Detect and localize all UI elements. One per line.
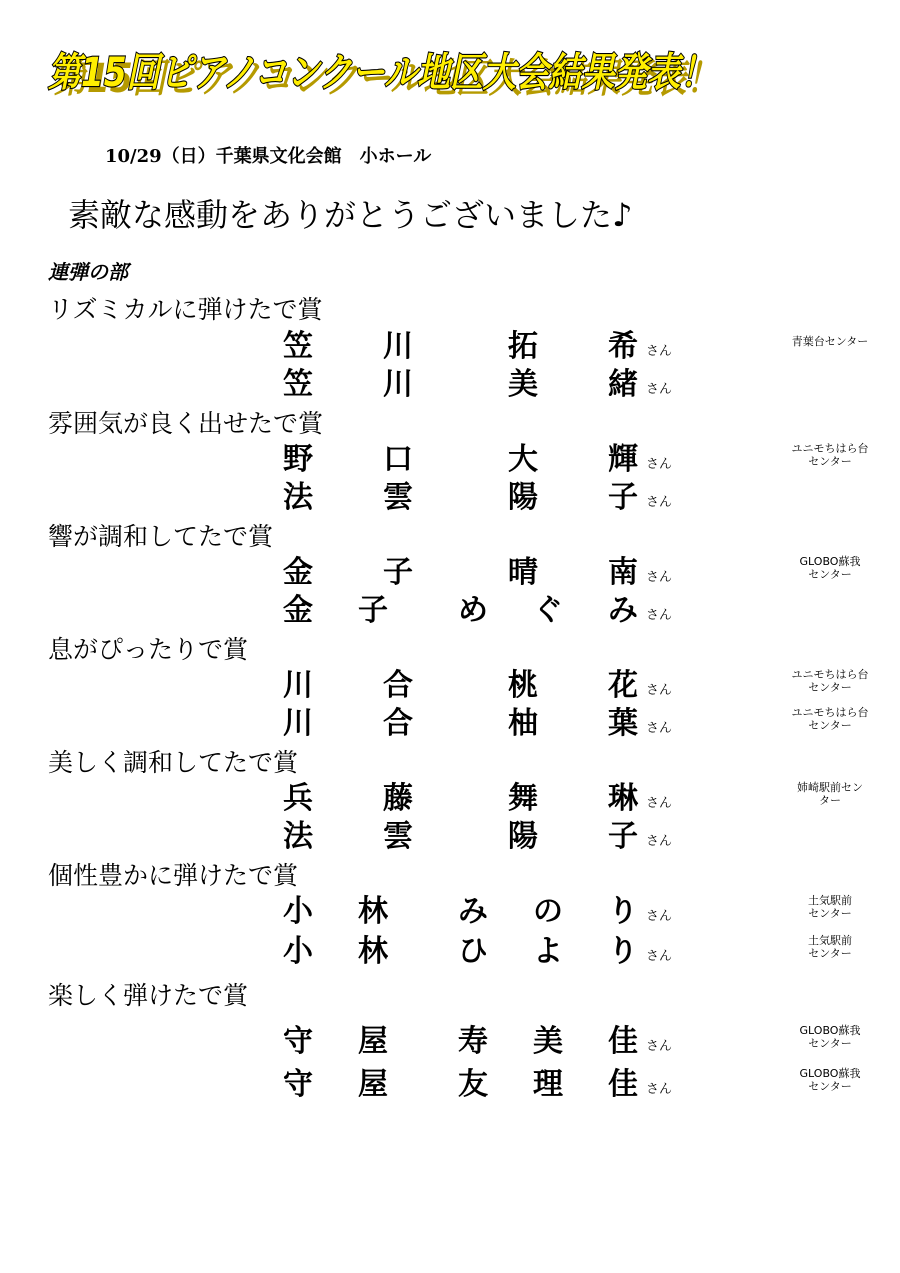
name-char: 美: [508, 367, 538, 402]
name-char: 佳: [608, 1024, 638, 1059]
lesson-center: ユニモちはら台 センター: [791, 706, 869, 732]
honorific-san: さん: [646, 909, 673, 924]
participant-name: [283, 1020, 638, 1059]
award-title: 雰囲気が良く出せたで賞: [48, 409, 324, 438]
name-char: 子: [608, 819, 638, 854]
honorific-san: さん: [646, 495, 673, 510]
name-char: 輝: [608, 442, 638, 477]
name-char: 大: [508, 442, 538, 477]
name-char: り: [608, 934, 638, 969]
name-char: 琳: [608, 781, 638, 816]
name-char: 川: [383, 329, 413, 364]
name-char: 子: [383, 555, 413, 590]
name-char: 川: [383, 367, 413, 402]
name-char: 守: [283, 1067, 313, 1102]
honorific-san: さん: [646, 949, 673, 964]
name-char: 佳: [608, 1067, 638, 1102]
given-name: [458, 886, 638, 930]
name-char: 雲: [383, 480, 413, 515]
family-name: [283, 886, 388, 930]
participant-name: [283, 438, 638, 477]
name-char: 葉: [608, 706, 638, 741]
participant-name: [283, 890, 638, 929]
family-name: [283, 698, 413, 742]
name-char: み: [608, 593, 638, 628]
lesson-center: ユニモちはら台 センター: [791, 668, 869, 694]
name-char: 笠: [283, 367, 313, 402]
name-char: 口: [383, 442, 413, 477]
participant-name: [283, 476, 638, 515]
participant-name: [283, 777, 638, 816]
name-char: 川: [283, 668, 313, 703]
participant-name: [283, 551, 638, 590]
honorific-san: さん: [646, 382, 673, 397]
name-char: 希: [608, 329, 638, 364]
banner-title-text: 第15回ピアノコンクール地区大会結果発表！: [48, 50, 713, 96]
name-char: 陽: [508, 819, 538, 854]
name-char: 花: [608, 668, 638, 703]
given-name: [458, 1016, 638, 1060]
participant-name: [283, 589, 638, 628]
award-title: 個性豊かに弾けたで賞: [48, 861, 299, 890]
name-char: め: [458, 593, 488, 628]
honorific-san: さん: [646, 608, 673, 623]
event-date-venue: 10/29（日）千葉県文化会館 小ホール: [105, 146, 432, 167]
honorific-san: さん: [646, 1039, 673, 1054]
name-char: 寿: [458, 1024, 488, 1059]
name-char: の: [533, 894, 563, 929]
participant-name: [283, 363, 638, 402]
family-name: [283, 1016, 388, 1060]
award-title: 美しく調和してたで賞: [48, 748, 299, 777]
name-char: 美: [533, 1024, 563, 1059]
name-char: 法: [283, 819, 313, 854]
name-char: ひ: [458, 934, 488, 969]
honorific-san: さん: [646, 1082, 673, 1097]
name-char: 川: [283, 706, 313, 741]
lesson-center: GLOBO蘇我 センター: [799, 555, 861, 581]
name-char: 拓: [508, 329, 538, 364]
thanks-message: 素敵な感動をありがとうございました♪: [68, 196, 633, 234]
given-name: [508, 698, 638, 742]
name-char: 舞: [508, 781, 538, 816]
name-char: 合: [383, 706, 413, 741]
name-char: 雲: [383, 819, 413, 854]
lesson-center: GLOBO蘇我 センター: [799, 1067, 861, 1093]
lesson-center: GLOBO蘇我 センター: [799, 1024, 861, 1050]
given-name: [508, 359, 638, 403]
given-name: [458, 926, 638, 970]
participant-name: [283, 930, 638, 969]
name-char: 笠: [283, 329, 313, 364]
award-title: 楽しく弾けたで賞: [48, 981, 249, 1010]
name-char: 緒: [608, 367, 638, 402]
name-char: 守: [283, 1024, 313, 1059]
participant-name: [283, 815, 638, 854]
name-char: 合: [383, 668, 413, 703]
participant-name: [283, 1063, 638, 1102]
name-char: 小: [283, 934, 313, 969]
name-char: 林: [358, 894, 388, 929]
name-char: り: [608, 894, 638, 929]
name-char: み: [458, 894, 488, 929]
name-char: 子: [358, 593, 388, 628]
name-char: 野: [283, 442, 313, 477]
family-name: [283, 472, 413, 516]
award-title: 息がぴったりで賞: [48, 635, 249, 664]
name-char: 屋: [358, 1024, 388, 1059]
participant-name: [283, 664, 638, 703]
family-name: [283, 811, 413, 855]
honorific-san: さん: [646, 457, 673, 472]
honorific-san: さん: [646, 721, 673, 736]
family-name: [283, 359, 413, 403]
lesson-center: 姉崎駅前セン ター: [797, 781, 863, 807]
honorific-san: さん: [646, 796, 673, 811]
lesson-center: ユニモちはら台 センター: [791, 442, 869, 468]
honorific-san: さん: [646, 570, 673, 585]
name-char: 小: [283, 894, 313, 929]
section-title: 連弾の部: [48, 260, 128, 284]
name-char: 金: [283, 555, 313, 590]
name-char: 子: [608, 480, 638, 515]
name-char: 桃: [508, 668, 538, 703]
name-char: 金: [283, 593, 313, 628]
name-char: 友: [458, 1067, 488, 1102]
honorific-san: さん: [646, 834, 673, 849]
title-banner: [40, 28, 740, 108]
name-char: 理: [533, 1067, 563, 1102]
name-char: 晴: [508, 555, 538, 590]
name-char: 陽: [508, 480, 538, 515]
title-banner-graphic: [40, 28, 740, 108]
name-char: 柚: [508, 706, 538, 741]
lesson-center: 青葉台センター: [791, 335, 869, 348]
name-char: よ: [533, 934, 563, 969]
given-name: [508, 811, 638, 855]
lesson-center: 土気駅前 センター: [808, 894, 852, 920]
lesson-center: 土気駅前 センター: [808, 934, 852, 960]
name-char: 兵: [283, 781, 313, 816]
award-title: 響が調和してたで賞: [48, 522, 274, 551]
name-char: 林: [358, 934, 388, 969]
family-name: [283, 1059, 388, 1103]
name-char: 屋: [358, 1067, 388, 1102]
honorific-san: さん: [646, 344, 673, 359]
participant-name: [283, 325, 638, 364]
name-char: ぐ: [533, 593, 563, 628]
family-name: [283, 926, 388, 970]
name-char: 法: [283, 480, 313, 515]
given-name: [458, 585, 638, 629]
honorific-san: さん: [646, 683, 673, 698]
family-name: [283, 585, 388, 629]
given-name: [458, 1059, 638, 1103]
name-char: 藤: [383, 781, 413, 816]
banner-shadow-text: 第15回ピアノコンクール地区大会結果発表！: [54, 56, 719, 102]
award-title: リズミカルに弾けたで賞: [48, 295, 323, 324]
name-char: 南: [608, 555, 638, 590]
given-name: [508, 472, 638, 516]
participant-name: [283, 702, 638, 741]
